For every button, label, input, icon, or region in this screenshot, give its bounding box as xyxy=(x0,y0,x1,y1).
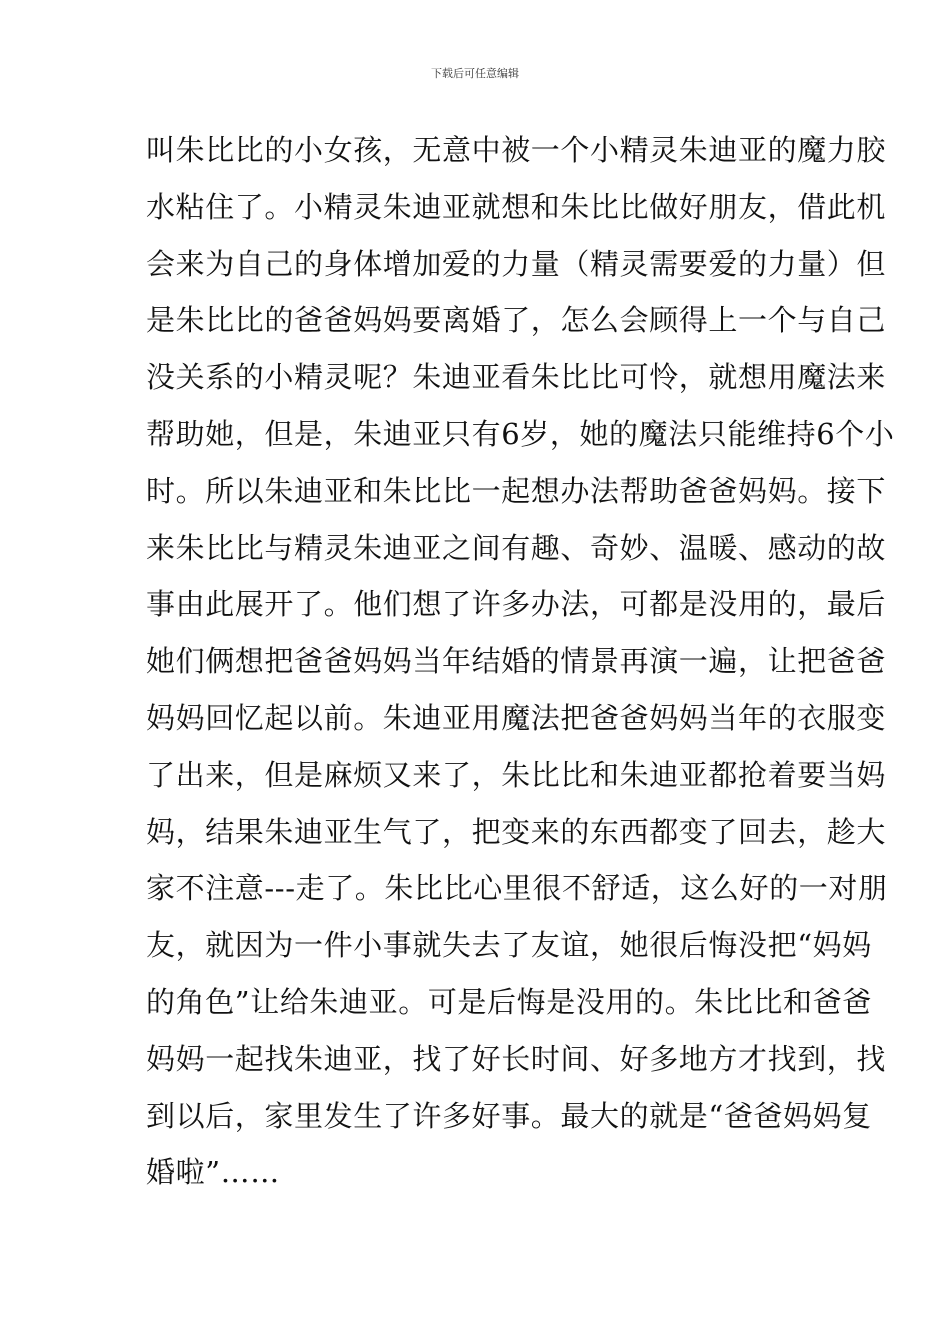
text-line: 到以后，家里发生了许多好事。最大的就是“爸爸妈妈复 xyxy=(146,1098,872,1133)
text-line: 事由此展开了。他们想了许多办法，可都是没用的，最后 xyxy=(146,587,887,622)
text-line: 时。所以朱迪亚和朱比比一起想办法帮助爸爸妈妈。接下 xyxy=(146,473,887,508)
text-line: 来朱比比与精灵朱迪亚之间有趣、奇妙、温暖、感动的故 xyxy=(146,530,887,565)
page-header: 下载后可任意编辑 xyxy=(431,67,519,80)
text-line: 家不注意---走了。朱比比心里很不舒适，这么好的一对朋 xyxy=(146,871,888,906)
text-line: 妈，结果朱迪亚生气了，把变来的东西都变了回去，趁大 xyxy=(146,814,887,849)
text-line: 了出来，但是麻烦又来了，朱比比和朱迪亚都抢着要当妈 xyxy=(146,757,887,792)
text-line: 是朱比比的爸爸妈妈要离婚了，怎么会顾得上一个与自己 xyxy=(146,303,887,338)
text-line: 没关系的小精灵呢？朱迪亚看朱比比可怜，就想用魔法来 xyxy=(146,360,887,395)
text-line: 叫朱比比的小女孩，无意中被一个小精灵朱迪亚的魔力胶 xyxy=(146,133,887,167)
text-line: 水粘住了。小精灵朱迪亚就想和朱比比做好朋友，借此机 xyxy=(146,189,887,224)
text-line: 帮助她，但是，朱迪亚只有6岁，她的魔法只能维持6个小 xyxy=(146,416,895,451)
text-line: 妈妈回忆起以前。朱迪亚用魔法把爸爸妈妈当年的衣服变 xyxy=(146,700,887,735)
text-line: 她们俩想把爸爸妈妈当年结婚的情景再演一遍，让把爸爸 xyxy=(146,644,887,679)
text-line: 会来为自己的身体增加爱的力量（精灵需要爱的力量）但 xyxy=(146,246,887,281)
text-line: 的角色”让给朱迪亚。可是后悔是没用的。朱比比和爸爸 xyxy=(146,984,872,1019)
body-text xyxy=(146,128,895,1207)
text-line: 妈妈一起找朱迪亚，找了好长时间、好多地方才找到，找 xyxy=(146,1041,887,1076)
text-line: 婚啦”…… xyxy=(146,1155,280,1190)
text-line: 友，就因为一件小事就失去了友谊，她很后悔没把“妈妈 xyxy=(146,928,872,963)
